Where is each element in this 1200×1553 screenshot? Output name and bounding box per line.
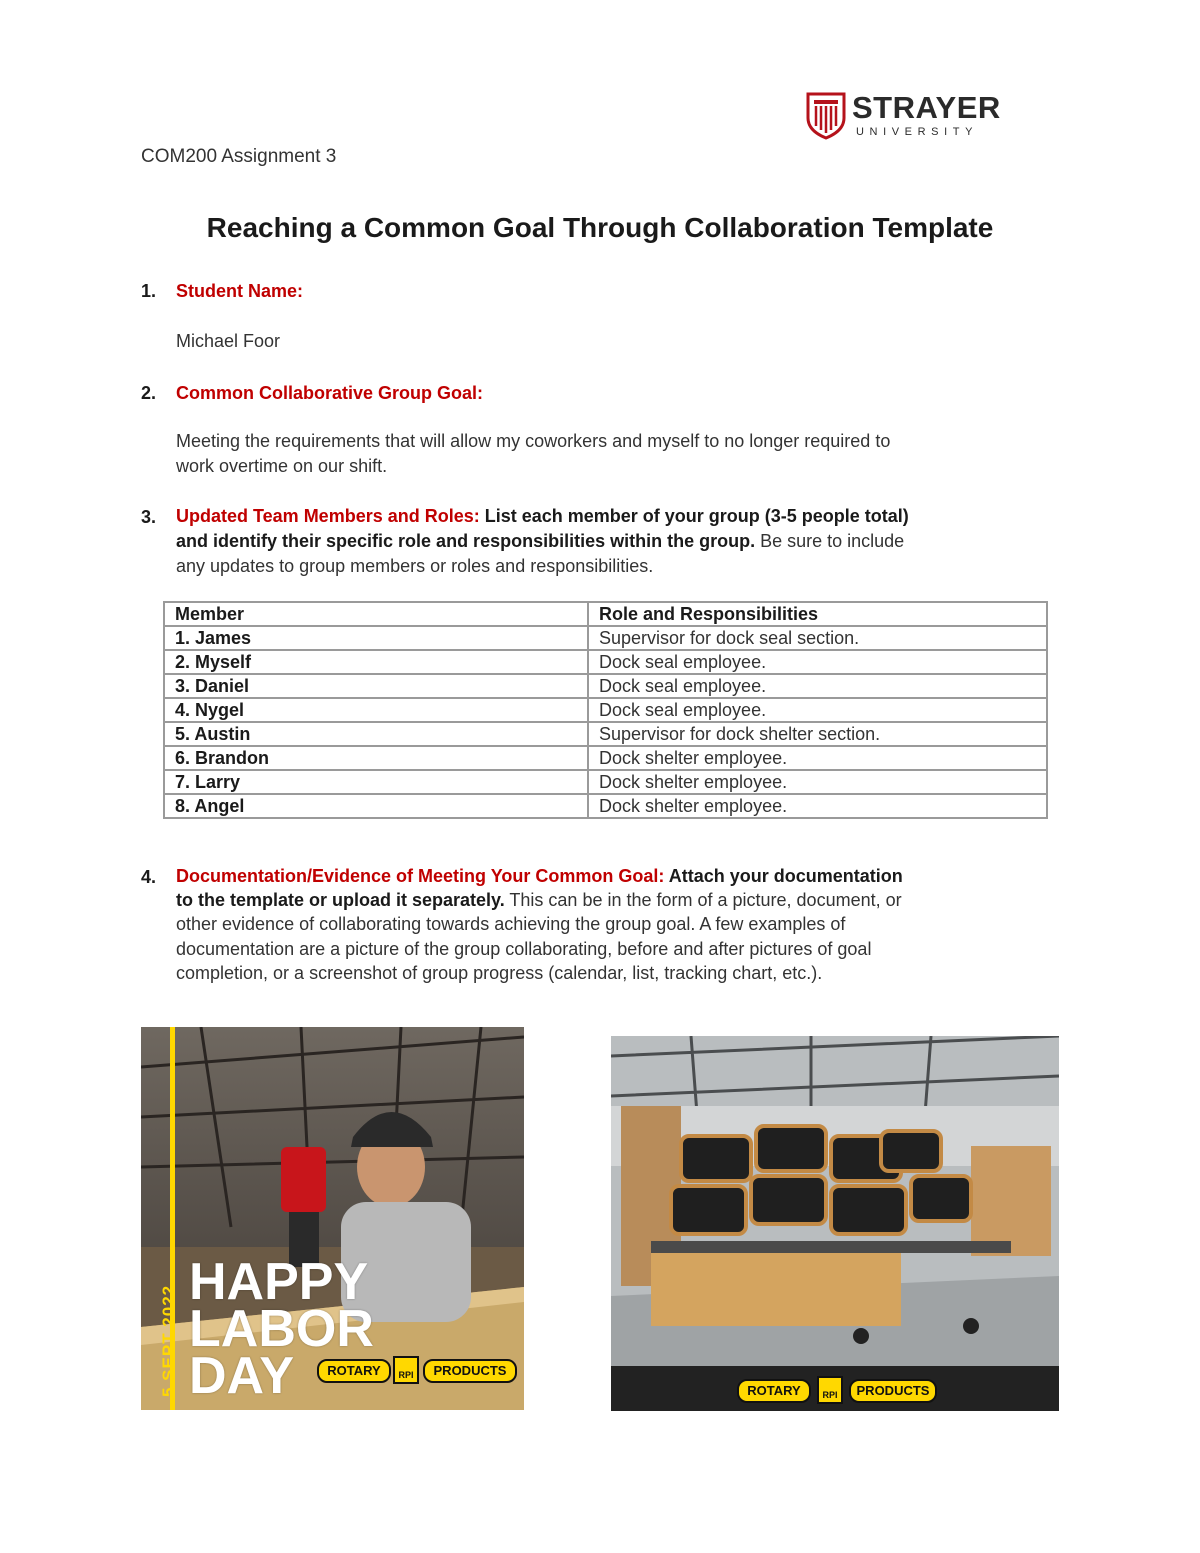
table-row [164,794,1047,818]
section-4-line-1 [176,864,903,889]
section-4-line-2 [176,888,902,913]
section-3-instruction-3: Be sure to include [755,531,905,551]
header-role: Role and Responsibilities [588,602,1047,626]
goal-line-2: work overtime on our shift. [176,456,388,476]
section-3-instruction-1: List each member of your group (3-5 people total) [479,506,909,526]
member-name: 1. James [164,626,588,650]
rotary-badge: ROTARY [737,1379,811,1403]
section-4-instruction-1: Attach your documentation [664,866,903,886]
member-role: Dock shelter employee. [588,770,1047,794]
student-name: Michael Foor [176,331,281,351]
section-2-heading: Common Collaborative Group Goal: [176,383,484,403]
table-row [164,626,1047,650]
products-badge: PRODUCTS [423,1359,517,1383]
member-name: 6. Brandon [164,746,588,770]
member-name: 3. Daniel [164,674,588,698]
table-row [164,770,1047,794]
rpi-logo: RPI [393,1356,419,1384]
section-4-heading: Documentation/Evidence of Meeting Your Common Goal: [176,866,665,886]
table-header-row [164,602,1047,626]
section-3-number: 3. [141,507,157,527]
page-title: Reaching a Common Goal Through Collaboration Template [206,212,994,243]
member-role: Supervisor for dock shelter section. [588,722,1047,746]
rpi-logo: RPI [817,1376,843,1404]
header-member: Member [164,602,588,626]
headline-line-1: HAPPY [189,1253,369,1311]
section-3-heading: Updated Team Members and Roles: [176,506,480,526]
section-3-line-1 [176,504,909,529]
section-4-line-3: other evidence of collaborating towards achieving the group goal. A few examples of [176,914,846,934]
section-3-instruction-2: and identify their specific role and responsibilities within the group. [176,531,756,551]
logo-subtitle: UNIVERSITY [856,126,979,138]
dock-seals-photo [611,1036,1059,1411]
section-1-heading: Student Name: [176,281,304,301]
shield-icon [806,92,846,140]
labor-day-photo [141,1027,524,1410]
member-role: Dock seal employee. [588,674,1047,698]
products-badge: PRODUCTS [849,1379,937,1403]
member-name: 7. Larry [164,770,588,794]
section-1-number: 1. [141,281,157,301]
member-name: 4. Nygel [164,698,588,722]
section-3-line-3: any updates to group members or roles and responsibilities. [176,556,654,576]
section-4-line-4: documentation are a picture of the group collaborating, before and after pictures of goal [176,939,872,959]
member-role: Supervisor for dock seal section. [588,626,1047,650]
table-row [164,722,1047,746]
dock-seals-illustration [611,1036,1059,1411]
headline-line-3: DAY [189,1347,295,1405]
goal-line-1: Meeting the requirements that will allow my coworkers and myself to no longer required to [176,431,891,451]
headline-line-2: LABOR [189,1300,374,1358]
table-row [164,674,1047,698]
section-2-number: 2. [141,383,157,403]
section-4-instruction-2: to the template or upload it separately. [176,890,505,910]
strayer-logo [806,90,1016,142]
member-name: 5. Austin [164,722,588,746]
section-4-instruction-3: This can be in the form of a picture, document, or [504,890,902,910]
rotary-badge: ROTARY [317,1359,391,1383]
member-role: Dock seal employee. [588,650,1047,674]
section-3-line-2 [176,529,904,554]
member-role: Dock shelter employee. [588,794,1047,818]
table-row [164,650,1047,674]
logo-wordmark: STRAYER [852,90,1001,125]
member-name: 2. Myself [164,650,588,674]
member-name: 8. Angel [164,794,588,818]
member-role: Dock seal employee. [588,698,1047,722]
section-4-line-5: completion, or a screenshot of group progress (calendar, list, tracking chart, etc.). [176,963,823,983]
member-role: Dock shelter employee. [588,746,1047,770]
table-row [164,698,1047,722]
course-label: COM200 Assignment 3 [141,146,337,167]
date-text: 5 SEPT 2022 [159,1284,178,1397]
table-row [164,746,1047,770]
section-4-number: 4. [141,867,157,887]
members-table [163,601,1048,819]
